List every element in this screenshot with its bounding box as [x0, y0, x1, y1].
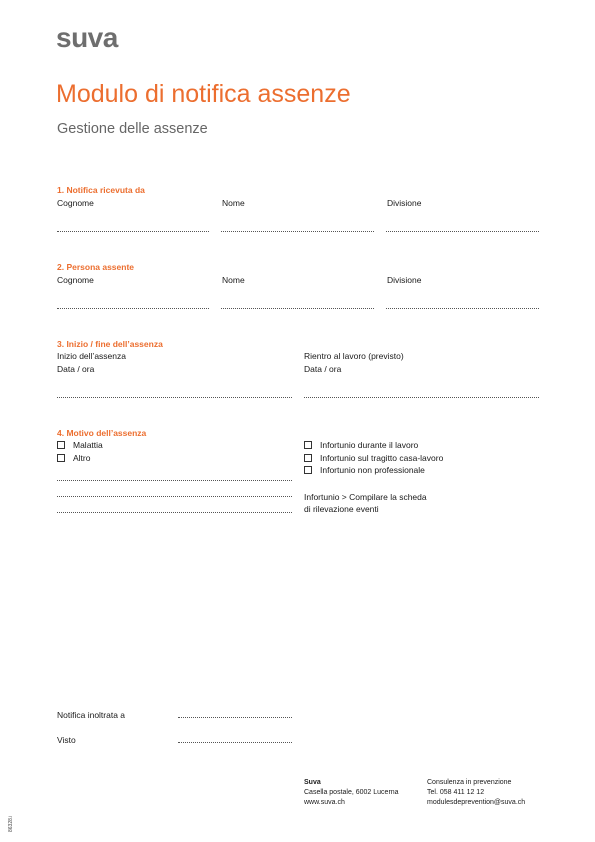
option-altro[interactable] [57, 453, 90, 463]
option-label: Altro [73, 453, 91, 463]
accident-note-line1: Infortunio > Compilare la scheda [304, 492, 427, 502]
document-code: 86328.i [8, 815, 14, 832]
checkbox-icon[interactable] [304, 466, 312, 474]
section1-divisione-label: Divisione [387, 198, 422, 208]
section1-nome-label: Nome [222, 198, 245, 208]
section1-heading: 1. Notifica ricevuta da [57, 185, 145, 195]
footer-address: Casella postale, 6002 Lucerna [304, 789, 399, 796]
accident-note-line2: di rilevazione eventi [304, 504, 379, 514]
checkbox-icon[interactable] [57, 454, 65, 462]
forwarded-to-label: Notifica inoltrata a [57, 710, 126, 720]
section4-heading: 4. Motivo dell’assenza [57, 428, 147, 438]
section3-start-field[interactable] [57, 397, 292, 398]
other-reason-line-2[interactable] [57, 496, 292, 497]
option-label: Infortunio durante il lavoro [320, 440, 419, 450]
section1-divisione-field[interactable] [386, 231, 539, 232]
section2-cognome-label: Cognome [57, 275, 94, 285]
section1-cognome-label: Cognome [57, 198, 94, 208]
seen-field[interactable] [178, 742, 292, 743]
other-reason-line-3[interactable] [57, 512, 292, 513]
forwarded-to-field[interactable] [178, 717, 292, 718]
seen-label: Visto [57, 735, 76, 745]
option-infortunio-non-professionale[interactable] [304, 465, 425, 475]
footer-address-block [304, 778, 399, 808]
section2-divisione-field[interactable] [386, 308, 539, 309]
section1-cognome-field[interactable] [57, 231, 209, 232]
other-reason-line-1[interactable] [57, 480, 292, 481]
section2-nome-label: Nome [222, 275, 245, 285]
footer-phone: Tel. 058 411 12 12 [427, 789, 485, 796]
section3-return-field[interactable] [304, 397, 539, 398]
footer-website: www.suva.ch [304, 799, 345, 806]
section2-heading: 2. Persona assente [57, 262, 135, 272]
page-subtitle: Gestione delle assenze [57, 121, 208, 137]
option-label: Malattia [73, 440, 103, 450]
section3-start-label: Inizio dell’assenza [57, 351, 126, 361]
footer-email: modulesdeprevention@suva.ch [427, 799, 526, 806]
section1-nome-field[interactable] [221, 231, 374, 232]
page-title: Modulo di notifica assenze [56, 80, 351, 108]
checkbox-icon[interactable] [304, 441, 312, 449]
section3-heading: 3. Inizio / fine dell’assenza [57, 339, 163, 349]
option-infortunio-tragitto[interactable] [304, 453, 443, 463]
section3-return-label: Rientro al lavoro (previsto) [304, 351, 404, 361]
section2-divisione-label: Divisione [387, 275, 422, 285]
footer-contact-block [427, 778, 525, 808]
option-label: Infortunio non professionale [320, 465, 425, 475]
footer-company: Suva [304, 779, 321, 786]
suva-logo: suva [56, 22, 118, 53]
section2-nome-field[interactable] [221, 308, 374, 309]
option-infortunio-lavoro[interactable] [304, 440, 418, 450]
option-label: Infortunio sul tragitto casa-lavoro [320, 453, 444, 463]
checkbox-icon[interactable] [57, 441, 65, 449]
option-malattia[interactable] [57, 440, 103, 450]
section2-cognome-field[interactable] [57, 308, 209, 309]
footer-service: Consulenza in prevenzione [427, 779, 512, 786]
checkbox-icon[interactable] [304, 454, 312, 462]
section3-start-datetime-label: Data / ora [57, 364, 95, 374]
section3-return-datetime-label: Data / ora [304, 364, 342, 374]
